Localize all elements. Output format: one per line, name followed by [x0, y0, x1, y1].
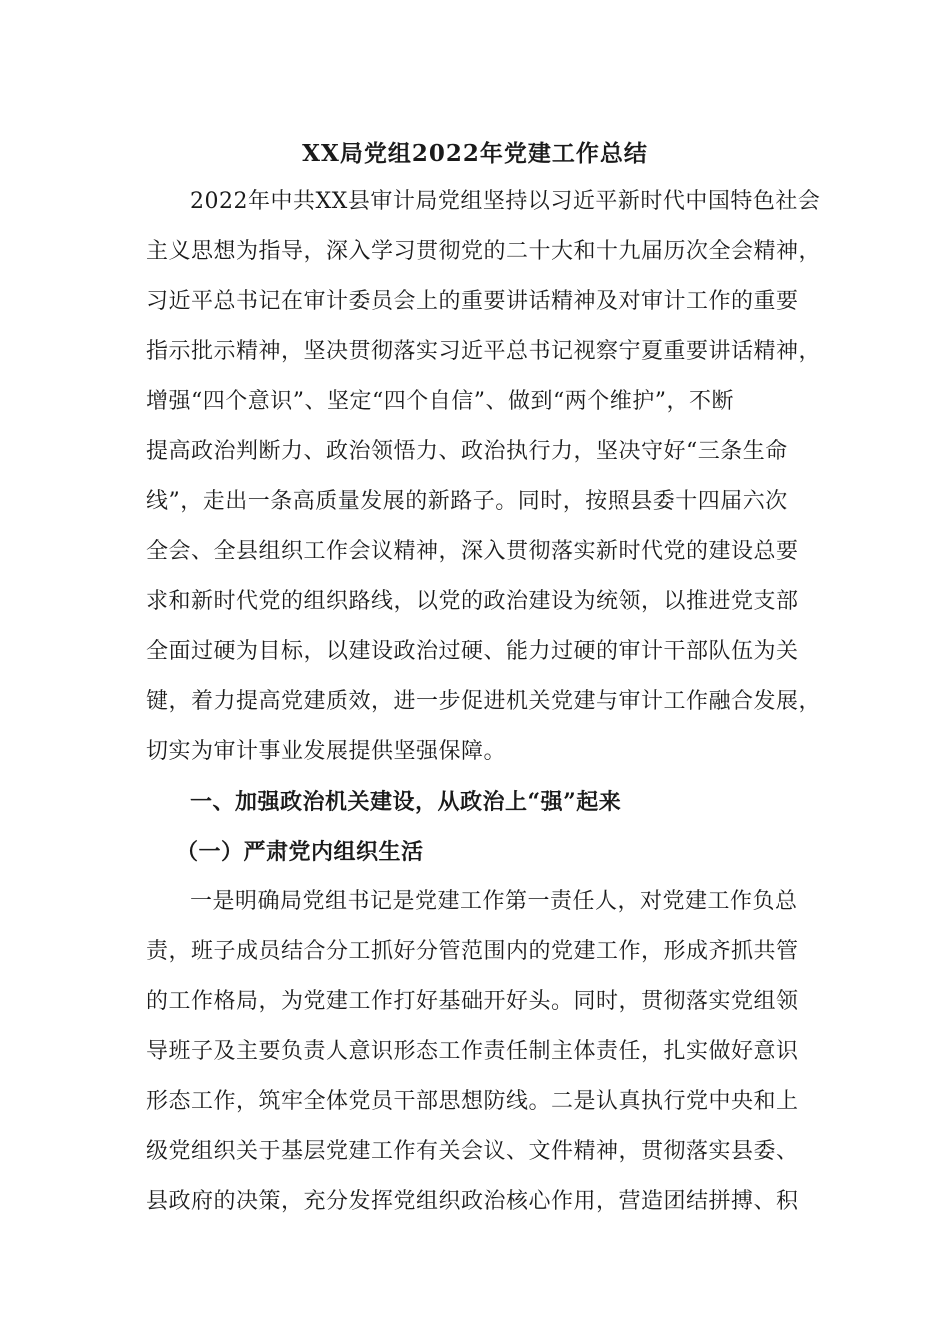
- paragraph-line: 主义思想为指导，深入学习贯彻党的二十大和十九届历次全会精神，: [146, 239, 822, 264]
- paragraph-line: 一是明确局党组书记是党建工作第一责任人，对党建工作负总: [190, 889, 798, 914]
- paragraph-line: 求和新时代党的组织路线，以党的政治建设为统领，以推进党支部: [146, 589, 799, 614]
- paragraph-line: 切实为审计事业发展提供坚强保障。: [146, 739, 507, 764]
- paragraph-line: 线”，走出一条高质量发展的新路子。同时，按照县委十四届六次: [146, 489, 788, 514]
- paragraph-line: 键，着力提高党建质效，进一步促进机关党建与审计工作融合发展，: [146, 689, 822, 714]
- paragraph-line: 级党组织关于基层党建工作有关会议、文件精神，贯彻落实县委、: [146, 1139, 799, 1164]
- paragraph-line: 县政府的决策，充分发挥党组织政治核心作用，营造团结拼搏、积: [146, 1189, 799, 1214]
- paragraph-line: 导班子及主要负责人意识形态工作责任制主体责任，扎实做好意识: [146, 1039, 799, 1064]
- paragraph-line: 指示批示精神，坚决贯彻落实习近平总书记视察宁夏重要讲话精神，: [146, 339, 822, 364]
- paragraph-line: 形态工作，筑牢全体党员干部思想防线。二是认真执行党中央和上: [146, 1089, 799, 1114]
- paragraph-line: 全会、全县组织工作会议精神，深入贯彻落实新时代党的建设总要: [146, 539, 799, 564]
- paragraph-line: 习近平总书记在审计委员会上的重要讲话精神及对审计工作的重要: [146, 289, 799, 314]
- document-title: XX局党组2022年党建工作总结: [302, 140, 648, 167]
- paragraph-line: 责，班子成员结合分工抓好分管范围内的党建工作，形成齐抓共管: [146, 939, 799, 964]
- paragraph-line: 增强“四个意识”、坚定“四个自信”、做到“两个维护”，不断: [146, 389, 734, 414]
- paragraph-line: 全面过硬为目标，以建设政治过硬、能力过硬的审计干部队伍为关: [146, 639, 799, 664]
- subsection-heading: （一）严肃党内组织生活: [176, 839, 424, 865]
- paragraph-line: 的工作格局，为党建工作打好基础开好头。同时，贯彻落实党组领: [146, 989, 799, 1014]
- paragraph-line: 2022年中共XX县审计局党组坚持以习近平新时代中国特色社会: [190, 189, 821, 214]
- paragraph-line: 提高政治判断力、政治领悟力、政治执行力，坚决守好“三条生命: [146, 439, 788, 464]
- section-heading: 一、加强政治机关建设，从政治上“强”起来: [190, 789, 622, 815]
